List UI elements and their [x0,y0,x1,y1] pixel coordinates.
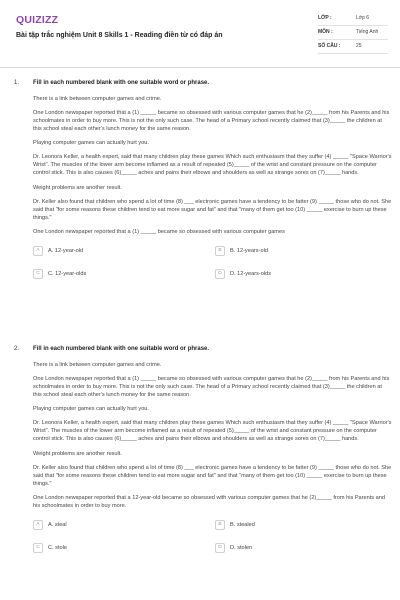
meta-value: 25 [356,42,362,49]
answer-options [33,518,392,555]
page-title: Bài tập trắc nghiệm Unit 8 Skills 1 - Reading điền từ có đáp án [16,32,223,39]
passage-paragraph: Playing computer games can actually hurt you. [33,406,149,413]
option-letter: B [215,520,225,530]
option-d[interactable] [215,267,397,281]
option-letter: A [33,520,43,530]
option-b[interactable] [215,244,397,258]
option-c[interactable] [33,541,215,555]
option-letter: B [215,246,225,256]
option-a[interactable] [33,244,215,258]
passage-paragraph: One London newspaper reported that a (1) _____ became so obsessed with various computer games that he (2)_____ from his Parents and his schoolmates in order to buy more. This is not the only such case. The head of a Primary school recently claimed that (3)_____ the children at this school steal each other's lunch money for the same reason. [33,109,390,133]
passage-paragraph: Dr. Leonora Keller, a health expert, said that many children play these games Which such enthusiasm that they suffer (4) _____ "Space Warrior's Wrist". The muscles of the lower arm become inflamed as a result of repeated (5)_____ of the wrist and constant pressure on the computer control stick. This is also causes (6)_____ aches and pains their elbows and shoulders as well as strange sores on (7)_____ hands. [33,154,392,177]
question-2 [14,345,392,555]
option-letter: C [33,269,43,279]
option-text: B. 12-years-old [230,248,268,255]
question-stem: One London newspaper reported that a 12-year-old became so obsessed with various computer games that he (2)_____ from his Parents and his schoolmates in order to buy more. [33,495,385,510]
passage-paragraph: One London newspaper reported that a (1) _____ became so obsessed with various computer games that he (2)_____ from his Parents and his schoolmates in order to buy more. This is not the only such case. The head of a Primary school recently claimed that (3)_____ the children at this school steal each other's lunch money for the same reason. [33,375,390,399]
question-body [33,79,392,281]
passage-paragraph: Dr. Keller also found that children who spend a lot of time (8) ___ electronic games have a tendency to be fatter (9) _____ those who do not. She said that "for some reasons these children tend to eat more sugar and fat" and that "many of them get too (10) _____ exercise to burn up these things." [33,464,392,487]
option-text: A. 12-year-old [48,248,84,255]
question-number: 1. [14,80,20,86]
option-text: C. stole [48,545,67,552]
option-letter: D [215,543,225,553]
passage-paragraph: Dr. Keller also found that children who spend a lot of time (8) ___ electronic games have a tendency to be fatter (9) _____ those who do not. She said that "for some reasons these children tend to eat more sugar and fat" and that "many of them get too (10) _____ exercise to burn up these things." [33,198,392,221]
question-stem: One London newspaper reported that a (1) _____ became so obsessed with various computer games [33,229,285,235]
question-prompt: Fill in each numbered blank with one suitable word or phrase. [33,80,210,86]
passage-paragraph: Dr. Leonora Keller, a health expert, said that many children play these games Which such enthusiasm that they suffer (4) _____ "Space Warrior's Wrist". The muscles of the lower arm become inflamed as a result of repeated (5)_____ of the wrist and constant pressure on the computer control stick. This is also causes (6)_____ aches and pains their elbows and shoulders as well as strange sores on (7)_____ hands. [33,420,392,443]
meta-key: SỐ CÂU : [318,42,341,49]
option-b[interactable] [215,518,397,532]
meta-table [318,12,388,54]
meta-value: Tiếng Anh [356,28,379,35]
option-text: D. 12-years-olds [230,271,272,278]
option-c[interactable] [33,267,215,281]
answer-options [33,244,392,281]
question-body [33,345,392,555]
option-d[interactable] [215,541,397,555]
passage-paragraph: Playing computer games can actually hurt you. [33,140,149,147]
question-prompt: Fill in each numbered blank with one suitable word or phrase. [33,346,210,352]
meta-row-count [318,40,388,54]
page-header [0,0,400,66]
option-text: C. 12-year-olds [48,271,87,278]
option-text: D. stolen [230,545,253,552]
passage-paragraph: Weight problems are another result. [33,184,122,191]
option-a[interactable] [33,518,215,532]
quizizz-logo[interactable]: QUIZIZZ [16,14,59,26]
option-text: B. stealed [230,522,255,529]
option-letter: A [33,246,43,256]
meta-row-subject [318,26,388,40]
passage-paragraph: There is a link between computer games and crime. [33,361,162,368]
meta-key: LỚP : [318,14,332,21]
passage-paragraph: There is a link between computer games and crime. [33,95,162,102]
passage-paragraph: Weight problems are another result. [33,450,122,457]
header-divider [0,67,400,68]
question-1 [14,79,392,281]
option-text: A. steal [48,522,67,529]
meta-value: Lớp 6 [356,14,370,21]
option-letter: D [215,269,225,279]
option-letter: C [33,543,43,553]
meta-row-grade [318,12,388,26]
question-number: 2. [14,346,20,352]
meta-key: MÔN : [318,28,333,35]
